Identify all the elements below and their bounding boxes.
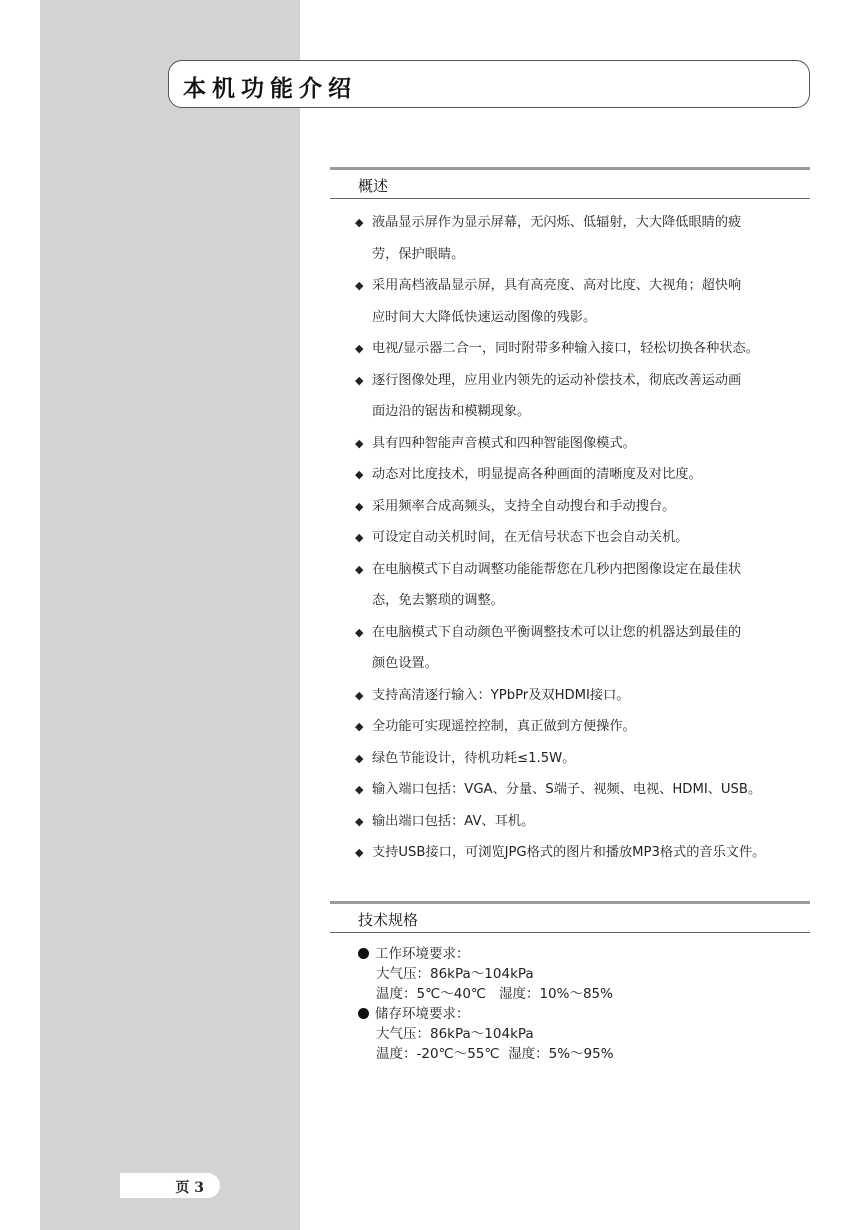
- diamond-bullet-icon: ◆: [355, 279, 364, 292]
- storage-label: 储存环境要求：: [375, 1006, 470, 1022]
- diamond-bullet-icon: ◆: [355, 216, 364, 229]
- storage-pressure: 大气压：86kPa～104kPa: [376, 1026, 534, 1042]
- feature-item: [355, 365, 835, 428]
- feature-text-line: 颜色设置。: [372, 656, 438, 671]
- feature-text-line: 在电脑模式下自动颜色平衡调整技术可以让您的机器达到最佳的: [372, 624, 742, 640]
- operating-pressure: 大气压：86kPa～104kPa: [376, 966, 534, 982]
- feature-item: [355, 459, 835, 491]
- page-title: 本机功能介绍: [183, 75, 357, 102]
- feature-text-line: 绿色节能设计，待机功耗≤1.5W。: [372, 750, 576, 766]
- feature-list: [355, 207, 835, 869]
- page-number-tab: [120, 1173, 220, 1198]
- feature-text-line: 在电脑模式下自动调整功能能帮您在几秒内把图像设定在最佳状: [372, 561, 742, 577]
- diamond-bullet-icon: ◆: [355, 531, 364, 544]
- page-number: 页 3: [175, 1180, 204, 1196]
- feature-item: [355, 743, 835, 775]
- feature-item: [355, 806, 835, 838]
- feature-item: [355, 554, 835, 617]
- feature-item: [355, 270, 835, 333]
- feature-item: [355, 837, 835, 869]
- operating-label: 工作环境要求：: [375, 946, 470, 962]
- feature-text-line: 面边沿的锯齿和模糊现象。: [372, 404, 531, 419]
- operating-temp-humidity: 温度：5℃～40℃ 湿度：10%～85%: [376, 986, 613, 1002]
- feature-item: [355, 491, 835, 523]
- feature-item: [355, 207, 835, 270]
- feature-text-line: 动态对比度技术，明显提高各种画面的清晰度及对比度。: [372, 467, 702, 482]
- storage-temp-humidity: 温度：-20℃～55℃ 湿度：5%～95%: [376, 1046, 614, 1062]
- feature-text-line: 全功能可实现遥控控制，真正做到方便操作。: [372, 719, 636, 734]
- feature-text-line: 采用高档液晶显示屏，具有高亮度、高对比度、大视角；超快响: [372, 278, 742, 293]
- left-gray-band: [40, 0, 300, 1230]
- diamond-bullet-icon: ◆: [355, 751, 364, 765]
- feature-text-line: 可设定自动关机时间，在无信号状态下也会自动关机。: [372, 530, 689, 545]
- feature-item: [355, 680, 835, 712]
- diamond-bullet-icon: ◆: [355, 625, 364, 639]
- diamond-bullet-icon: ◆: [355, 814, 364, 828]
- feature-text-line: 应时间大大降低快速运动图像的残影。: [372, 309, 597, 325]
- diamond-bullet-icon: ◆: [355, 342, 364, 355]
- feature-text-line: 具有四种智能声音模式和四种智能图像模式。: [372, 435, 636, 451]
- feature-text-line: 采用频率合成高频头，支持全自动搜台和手动搜台。: [372, 498, 676, 514]
- feature-text-line: 电视/显示器二合一，同时附带多种输入接口，轻松切换各种状态。: [372, 341, 759, 356]
- specs-block: [358, 944, 614, 1064]
- overview-heading: 概述: [358, 177, 389, 195]
- feature-item: [355, 774, 835, 806]
- feature-text-line: 输出端口包括：AV、耳机。: [372, 813, 535, 829]
- feature-text-line: 支持高清逐行输入：YPbPr及双HDMI接口。: [372, 687, 630, 703]
- diamond-bullet-icon: ◆: [355, 436, 364, 450]
- feature-item: [355, 522, 835, 554]
- diamond-bullet-icon: ◆: [355, 499, 364, 513]
- feature-item: [355, 333, 835, 365]
- specs-heading: 技术规格: [358, 911, 419, 929]
- feature-text-line: 劳，保护眼睛。: [372, 246, 465, 262]
- bullet-dot-icon: [358, 1008, 369, 1019]
- feature-text-line: 态，免去繁琐的调整。: [372, 593, 504, 608]
- storage-environment: [358, 1004, 614, 1064]
- feature-text-line: 逐行图像处理，应用业内领先的运动补偿技术，彻底改善运动画: [372, 372, 742, 388]
- diamond-bullet-icon: ◆: [355, 373, 364, 387]
- diamond-bullet-icon: ◆: [355, 846, 364, 859]
- feature-text-line: 输入端口包括：VGA、分量、S端子、视频、电视、HDMI、USB。: [372, 782, 762, 797]
- diamond-bullet-icon: ◆: [355, 720, 364, 733]
- bullet-dot-icon: [358, 948, 369, 959]
- feature-text-line: 支持USB接口，可浏览JPG格式的图片和播放MP3格式的音乐文件。: [372, 845, 766, 860]
- overview-section-header: [330, 167, 810, 199]
- diamond-bullet-icon: ◆: [355, 783, 364, 796]
- feature-item: [355, 711, 835, 743]
- feature-text-line: 液晶显示屏作为显示屏幕，无闪烁、低辐射，大大降低眼睛的疲: [372, 215, 742, 230]
- feature-item: [355, 428, 835, 460]
- operating-environment: [358, 944, 614, 1004]
- diamond-bullet-icon: ◆: [355, 688, 364, 702]
- diamond-bullet-icon: ◆: [355, 468, 364, 481]
- feature-item: [355, 617, 835, 680]
- title-banner: [168, 60, 810, 108]
- specs-section-header: [330, 901, 810, 933]
- diamond-bullet-icon: ◆: [355, 562, 364, 576]
